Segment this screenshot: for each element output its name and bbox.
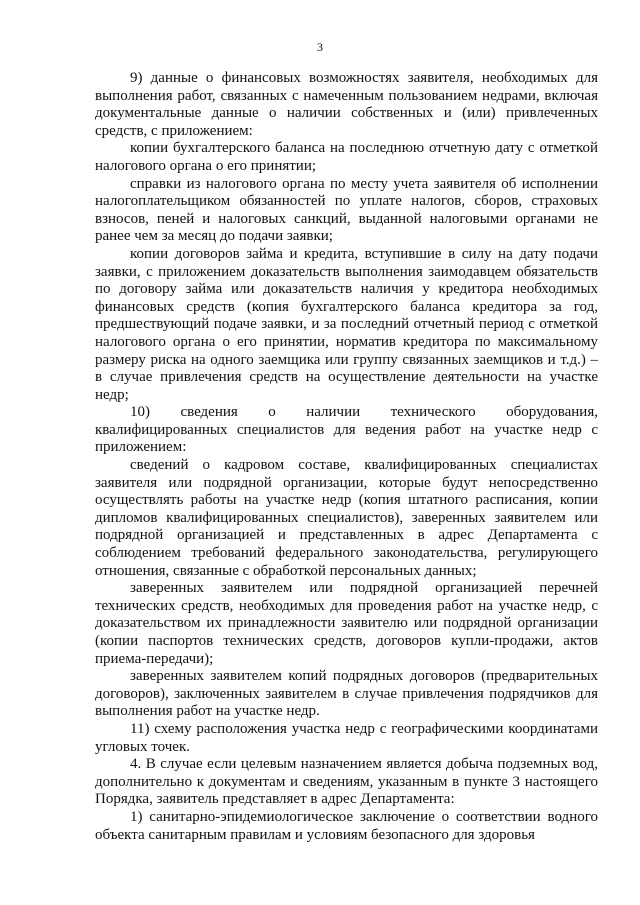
- paragraph-item-11-site-scheme: 11) схему расположения участка недр с географическими координатами угловых точек.: [95, 720, 598, 755]
- paragraph-balance-sheet-copy: копии бухгалтерского баланса на последнюю отчетную дату с отметкой налогового органа о его принятии;: [95, 140, 598, 174]
- paragraph-section-4-item-1: 1) санитарно-эпидемиологическое заключение о соответствии водного объекта санитарным правилам и условиям безопасного для здоровья: [95, 808, 598, 843]
- paragraph-technical-means-list: заверенных заявителем или подрядной организацией перечней технических средств, необходимых для проведения работ на участке недр, с доказательством их принадлежности заявителю или подрядной организации (копии паспортов технических средств, договоров купли-продажи, актов приема-передачи);: [95, 580, 598, 667]
- paragraph-subcontract-copies: заверенных заявителем копий подрядных договоров (предварительных договоров), заключенных заявителем в случае привлечения подрядчиков для выполнения работ на участке недр.: [95, 668, 598, 720]
- paragraph-loan-agreements: копии договоров займа и кредита, вступившие в силу на дату подачи заявки, с приложением доказательств выполнения заимодавцем обязательств по договору займа или доказательств наличия у кредитора необходимых финансовых средств (копия бухгалтерского баланса кредитора за год, предшествующий подаче заявки, и за последний отчетный период с отметкой налогового органа о его принятии, норматив кредитора по максимальному размеру риска на одного заемщика или группу связанных заемщиков и т.д.) – в случае привлечения средств на осуществление деятельности на участке недр;: [95, 245, 598, 403]
- paragraph-tax-certificate: справки из налогового органа по месту учета заявителя об исполнении налогоплательщиком обязанностей по уплате налогов, сборов, страховых взносов, пеней и налоговых санкций, выданной налоговыми органами не ранее чем за месяц до подачи заявки;: [95, 175, 598, 245]
- page-number: 3: [317, 40, 323, 54]
- paragraph-staff-information: сведений о кадровом составе, квалифицированных специалистах заявителя или подрядной организации, которые будут непосредственно осуществлять работы на участке недр (копия штатного расписания, копии дипломов квалифицированных специалистов), заверенных заявителем или подрядной организацией и представленных в адрес Департамента с соблюдением требований федерального законодательства, регулирующего отношения, связанные с обработкой персональных данных;: [95, 457, 598, 579]
- paragraph-item-10-equipment-specialists: 10) сведения о наличии технического оборудования, квалифицированных специалистов для ведения работ на участке недр с приложением:: [95, 404, 598, 456]
- paragraph-section-4-groundwater: 4. В случае если целевым назначением является добыча подземных вод, дополнительно к документам и сведениям, указанным в пункте 3 настоящего Порядка, заявитель представляет в адрес Департамента:: [95, 756, 598, 808]
- document-body: [95, 70, 598, 844]
- paragraph-item-9-financial-capabilities: 9) данные о финансовых возможностях заявителя, необходимых для выполнения работ, связанных с намеченным пользованием недрами, включая документальные данные о наличии собственных и (или) привлеченных средств, с приложением:: [95, 70, 598, 139]
